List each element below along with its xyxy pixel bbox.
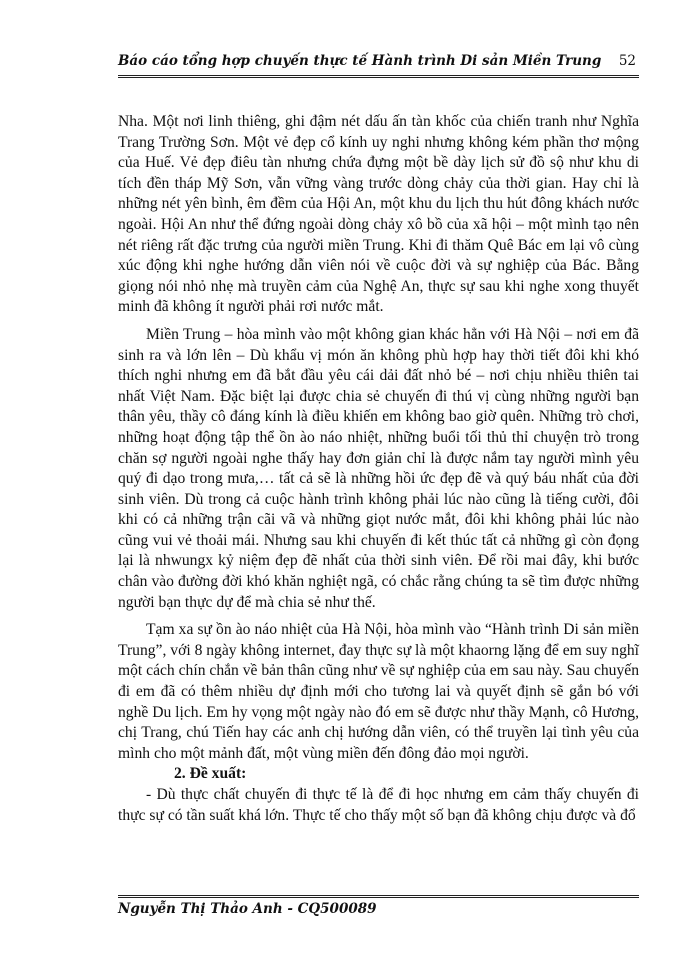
body-text <box>118 112 639 826</box>
paragraph: Nha. Một nơi linh thiêng, ghi đậm nét dấu ấn tàn khốc của chiến tranh như Nghĩa Trang Trường Sơn. Một vẻ đẹp cổ kính uy nghi nhưng không kém phần thơ mộng của Huế. Vẻ đẹp điêu tàn nhưng chứa đựng một bề dày lịch sử đồ sộ như khu di tích đền tháp Mỹ Sơn, vẫn vững vàng trước dòng chảy của thời gian. Hay chỉ là những nét yên bình, êm đềm của Hội An, một khu du lịch thu hút đông khách nước ngoài. Hội An như thể đứng ngoài dòng chảy xô bồ của xã hội – một mình tạo nên nét riêng rất đặc trưng của người miền Trung. Khi đi thăm Quê Bác em lại vô cùng xúc động khi nghe hướng dẫn viên nói về cuộc đời và sự nghiệp của Bác. Bằng giọng nói nhỏ nhẹ mà truyền cảm của Nghệ An, thực sự sau khi nghe xong thuyết minh đã không ít người phải rơi nước mắt. <box>118 113 639 316</box>
paragraph: Tạm xa sự ồn ào náo nhiệt của Hà Nội, hòa mình vào “Hành trình Di sản miền Trung”, với 8 ngày không internet, đay thực sự là một khaorng lặng để em suy nghĩ một cách chín chắn về bản thân cũng như về sự nghiệp của em sau này. Sau chuyến đi em đã có thêm nhiều dự định mới cho tương lai và quyết định sẽ gắn bó với nghề Du lịch. Em hy vọng một ngày nào đó em sẽ được như thầy Mạnh, cô Hương, chị Trang, chú Tiến hay các anh chị hướng dẫn viên, có thể truyền lại tình yêu của mình cho một mảnh đất, một vùng miền đến đông đảo mọi người. <box>118 621 639 762</box>
page-header <box>118 48 638 72</box>
page-number: 52 <box>618 53 636 69</box>
section-heading: 2. Đề xuất: <box>174 765 247 783</box>
header-divider <box>118 75 639 78</box>
footer-divider <box>118 895 639 898</box>
header-title: Báo cáo tổng hợp chuyến thực tế Hành trình Di sản Miền Trung <box>118 53 602 69</box>
footer-author: Nguyễn Thị Thảo Anh - CQ500089 <box>118 901 377 917</box>
paragraph: Miền Trung – hòa mình vào một không gian khác hẳn với Hà Nội – nơi em đã sinh ra và lớn lên – Dù khẩu vị món ăn không phù hợp hay thời tiết đôi khi khó thích nghi nhưng em đã bắt đầu yêu cái dải đất nhỏ bé – nơi chịu nhiều thiên tai nhất Việt Nam. Đặc biệt lại được chia sẻ chuyến đi thú vị cùng những người bạn thân yêu, thầy cô đáng kính là điều khiến em không bao giờ quên. Những trò chơi, những hoạt động tập thể ồn ào náo nhiệt, những buổi tối thủ thỉ chuyện trò trong chăn sợ người ngoài nghe thấy hay đơn giản chỉ là được nắm tay người mình yêu quý đi dạo trong mưa,… tất cả sẽ là những hồi ức đẹp đẽ và quý báu nhất của đời sinh viên. Dù trong cả cuộc hành trình không phải lúc nào cũng là tiếng cười, đôi khi có cả những trận cãi vã và những giọt nước mắt, đôi khi không phải lúc nào cũng vui vẻ thoải mái. Nhưng sau khi chuyến đi kết thúc tất cả những gì còn đọng lại là nhwungx kỷ niệm đẹp đẽ nhất của thời sinh viên. Để rồi mai đây, khi bước chân vào đường đời khó khăn nghiệt ngã, có chắc rằng chúng ta sẽ tìm được những người bạn thực dự để mà chia sẻ như thế. <box>118 325 639 611</box>
paragraph: - Dù thực chất chuyến đi thực tế là để đi học nhưng em cảm thấy chuyến đi thực sự có tần suất khá lớn. Thực tế cho thấy một số bạn đã không chịu được và đổ <box>118 786 639 824</box>
